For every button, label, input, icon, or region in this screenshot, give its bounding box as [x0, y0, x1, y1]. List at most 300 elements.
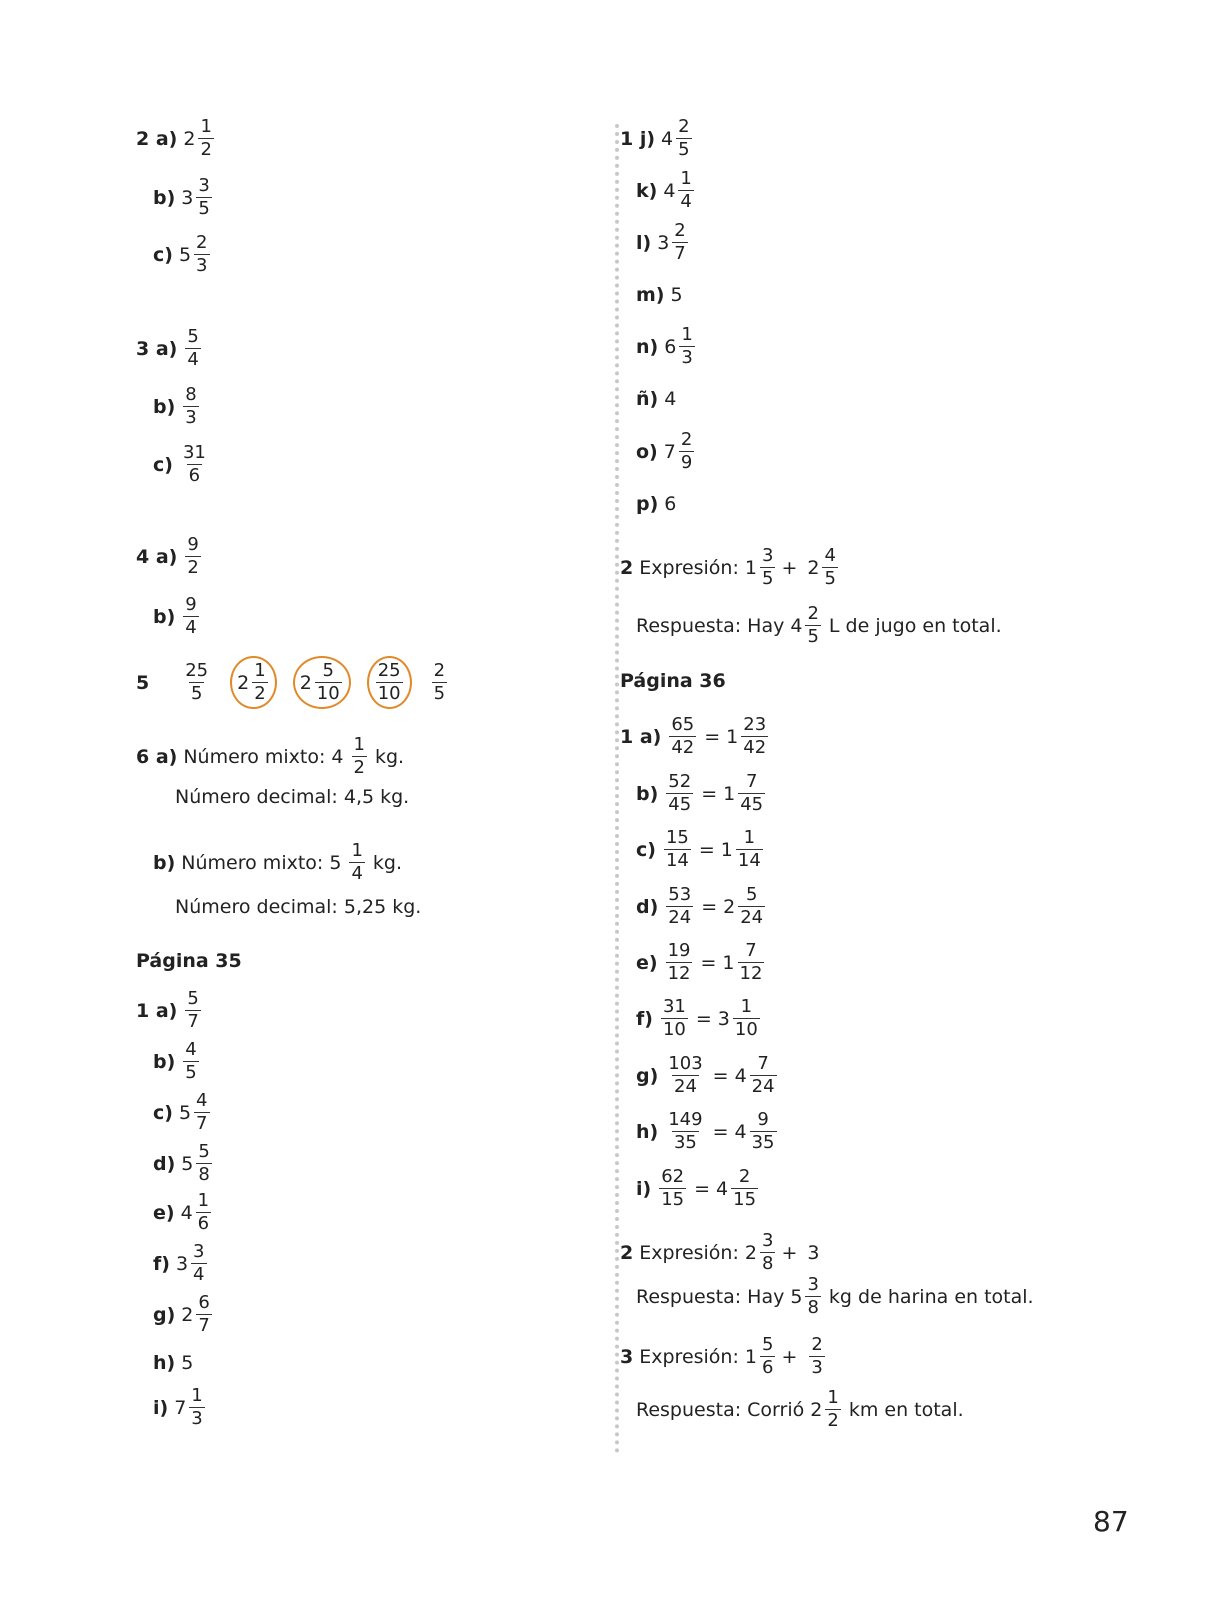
p35-answer-1d — [153, 1143, 214, 1184]
whole-number: 4 — [734, 1120, 747, 1143]
numerator: 3 — [762, 1230, 774, 1251]
answer-6a-decimal — [175, 786, 409, 808]
numerator: 5 — [745, 884, 758, 905]
fraction — [194, 234, 209, 275]
fraction — [189, 1387, 204, 1428]
p36-answer-1e — [636, 942, 766, 983]
numerator: 1 — [743, 827, 756, 848]
fraction — [760, 1232, 775, 1273]
numerator: 3 — [762, 545, 774, 566]
fraction — [349, 842, 364, 883]
item-label: c) — [636, 838, 656, 861]
whole-number: 3 — [717, 1007, 730, 1030]
denominator: 15 — [733, 1189, 757, 1210]
p36-q3-response — [636, 1389, 964, 1430]
item-label: b) — [153, 851, 176, 874]
answer-text: Número mixto: 4 — [183, 745, 344, 768]
numerator: 1 — [681, 324, 693, 345]
answer-text: kg de harina en total. — [828, 1285, 1034, 1308]
answer-3a — [136, 328, 203, 369]
denominator: 5 — [824, 568, 836, 589]
answer-6a — [136, 736, 410, 777]
p36-answer-1a — [620, 716, 770, 757]
item-label: d) — [636, 895, 659, 918]
denominator: 6 — [762, 1357, 774, 1378]
item-label: c) — [153, 453, 173, 476]
answer-text: Respuesta: Corrió 2 — [636, 1398, 823, 1421]
item-label: 2 — [620, 1241, 634, 1264]
denominator: 24 — [668, 907, 692, 928]
numerator: 65 — [671, 714, 695, 735]
denominator: 24 — [740, 907, 764, 928]
answer-text: = — [701, 782, 718, 805]
fraction — [194, 1092, 209, 1133]
numerator: 3 — [198, 175, 210, 196]
item-label: b) — [153, 395, 176, 418]
fraction — [736, 829, 763, 870]
denominator: 10 — [662, 1019, 686, 1040]
fraction — [679, 326, 694, 367]
fraction — [669, 716, 696, 757]
answer-text: kg. — [372, 851, 403, 874]
denominator: 42 — [743, 737, 767, 758]
whole-number: 1 — [720, 838, 733, 861]
numerator: 1 — [680, 168, 692, 189]
whole-number: 3 — [181, 186, 194, 209]
p36-answer-1c — [636, 829, 765, 870]
fraction — [183, 386, 198, 427]
p35-answer-1m — [636, 284, 683, 306]
fraction — [315, 662, 342, 703]
numerator: 4 — [196, 1090, 208, 1111]
item-label: l) — [636, 231, 652, 254]
fraction — [678, 170, 693, 211]
answer-text: = — [704, 725, 721, 748]
answer-4a — [136, 536, 203, 577]
item-label: d) — [153, 1152, 176, 1175]
numerator: 5 — [187, 326, 199, 347]
denominator: 5 — [433, 683, 446, 704]
fraction — [738, 942, 765, 983]
whole-number: 4 — [716, 1177, 729, 1200]
answer-5 — [136, 656, 459, 709]
denominator: 7 — [196, 1113, 208, 1134]
numerator: 5 — [187, 988, 199, 1009]
answer-text: Expresión: 1 — [639, 1345, 758, 1368]
fraction — [181, 444, 208, 485]
fraction — [760, 1336, 775, 1377]
answer-text: 5 — [181, 1352, 194, 1374]
item-label: f) — [153, 1252, 170, 1275]
item-label: g) — [636, 1064, 659, 1087]
denominator: 3 — [681, 347, 693, 368]
whole-number: 3 — [175, 1252, 189, 1275]
p36-q3-expression — [620, 1336, 827, 1377]
numerator: 1 — [351, 840, 363, 861]
p36-answer-1f — [636, 998, 762, 1039]
whole-number: 7 — [174, 1396, 187, 1419]
fraction — [252, 662, 267, 703]
whole-number: 4 — [661, 127, 674, 150]
numerator: 2 — [738, 1166, 751, 1187]
q5-option-4-circled — [367, 656, 412, 709]
item-label: h) — [636, 1120, 659, 1143]
denominator: 7 — [198, 1315, 210, 1336]
denominator: 7 — [674, 243, 686, 264]
fraction — [183, 662, 210, 703]
denominator: 42 — [671, 737, 695, 758]
fraction — [198, 118, 213, 159]
denominator: 10 — [377, 683, 401, 704]
answer-text: = — [712, 1064, 729, 1087]
numerator: 1 — [200, 116, 212, 137]
item-label: h) — [153, 1352, 176, 1374]
item-label: b) — [636, 782, 659, 805]
p36-answer-1g — [636, 1055, 779, 1096]
numerator: 1 — [191, 1385, 203, 1406]
item-label: b) — [153, 605, 176, 628]
whole-number: 7 — [663, 440, 676, 463]
fraction — [196, 1294, 211, 1335]
numerator: 4 — [824, 545, 836, 566]
numerator: 1 — [254, 660, 266, 681]
answer-text: L de jugo en total. — [828, 614, 1002, 637]
item-label: g) — [153, 1303, 176, 1326]
whole-number: 4 — [734, 1064, 747, 1087]
whole-number: 1 — [723, 782, 736, 805]
item-label: o) — [636, 440, 658, 463]
whole-number: 4 — [180, 1201, 193, 1224]
denominator: 12 — [667, 963, 691, 984]
fraction — [196, 177, 211, 218]
denominator: 24 — [674, 1076, 697, 1097]
fraction — [676, 118, 691, 159]
denominator: 14 — [737, 850, 761, 871]
numerator: 1 — [197, 1190, 210, 1211]
whole-number: 2 — [807, 556, 820, 579]
answer-text: 6 — [664, 493, 677, 515]
numerator: 5 — [322, 660, 334, 681]
item-label: b) — [153, 1050, 176, 1073]
answer-4b — [153, 596, 201, 637]
answer-text: 4 — [664, 388, 677, 410]
q5-option-3-circled: 2 $\frac{5}{10}$ — [293, 656, 351, 709]
fraction — [822, 547, 837, 588]
numerator: 62 — [661, 1166, 685, 1187]
denominator: 5 — [678, 139, 690, 160]
fraction — [666, 773, 693, 814]
numerator: 19 — [667, 940, 691, 961]
answer-text: 3 — [807, 1241, 820, 1264]
denominator: 3 — [185, 407, 197, 428]
item-label: b) — [153, 186, 176, 209]
denominator: 3 — [811, 1357, 823, 1378]
p35-answer-1n — [636, 326, 697, 367]
numerator: 5 — [198, 1141, 210, 1162]
q2-response — [636, 605, 1002, 646]
fraction — [750, 1055, 777, 1096]
answer-text: = — [694, 1177, 711, 1200]
numerator: 2 — [674, 220, 686, 241]
numerator: 149 — [668, 1109, 703, 1130]
numerator: 3 — [807, 1274, 819, 1295]
numerator: 1 — [740, 996, 753, 1017]
fraction — [659, 1168, 686, 1209]
answer-6b-decimal — [175, 896, 421, 918]
fraction — [733, 998, 760, 1039]
numerator: 4 — [185, 1039, 197, 1060]
p35-answer-1a — [136, 990, 203, 1031]
column-divider — [615, 124, 619, 1454]
denominator: 8 — [198, 1164, 210, 1185]
p35-answer-1e — [153, 1192, 213, 1233]
denominator: 4 — [680, 191, 692, 212]
item-label: p) — [636, 493, 659, 515]
fraction — [666, 1111, 704, 1152]
p35-answer-1b — [153, 1041, 201, 1082]
item-label: 5 — [136, 671, 150, 694]
item-label: e) — [636, 951, 658, 974]
answer-text: 5 — [670, 284, 683, 306]
fraction — [731, 1168, 758, 1209]
numerator: 103 — [668, 1053, 703, 1074]
fraction — [196, 1192, 211, 1233]
denominator: 9 — [680, 452, 693, 473]
numerator: 7 — [745, 771, 758, 792]
item-label: n) — [636, 335, 659, 358]
whole-number: 5 — [178, 1101, 192, 1124]
p35-answer-1k — [636, 170, 696, 211]
numerator: 9 — [185, 594, 197, 615]
whole-number: 6 — [664, 335, 677, 358]
whole-number: 1 — [722, 951, 735, 974]
denominator: 4 — [193, 1264, 205, 1285]
denominator: 15 — [661, 1189, 685, 1210]
denominator: 12 — [739, 963, 763, 984]
p35-answer-1c — [153, 1092, 212, 1133]
answer-text: = — [701, 895, 718, 918]
numerator: 1 — [353, 734, 365, 755]
p35-answer-1l — [636, 222, 690, 263]
p36-q2-response — [636, 1276, 1034, 1317]
item-label: f) — [636, 1007, 653, 1030]
section-heading-page-36: Página 36 — [620, 670, 726, 692]
denominator: 35 — [673, 1132, 697, 1153]
fraction — [666, 1055, 704, 1096]
fraction — [825, 1389, 840, 1430]
numerator: 2 — [811, 1334, 823, 1355]
answer-text: kg. — [374, 745, 405, 768]
answer-2c — [153, 234, 212, 275]
answer-text: Expresión: 2 — [639, 1241, 758, 1264]
denominator: 5 — [762, 568, 774, 589]
answer-text: Respuesta: Hay 4 — [636, 614, 803, 637]
fraction — [666, 942, 693, 983]
denominator: 5 — [198, 198, 210, 219]
numerator: 9 — [187, 534, 199, 555]
denominator: 4 — [185, 617, 197, 638]
answer-text: Número decimal: 5,25 kg. — [175, 896, 422, 918]
whole-number: 3 — [657, 231, 670, 254]
page-number: 87 — [1093, 1505, 1129, 1538]
item-label: i) — [636, 1177, 652, 1200]
fraction — [352, 736, 367, 777]
answer-2a — [136, 118, 216, 159]
p35-answer-1enye — [636, 388, 676, 410]
numerator: 7 — [745, 940, 757, 961]
denominator: 35 — [751, 1132, 775, 1153]
fraction — [196, 1143, 211, 1184]
p35-answer-1i — [153, 1387, 207, 1428]
answer-3b — [153, 386, 201, 427]
whole-number: 2 — [181, 1303, 194, 1326]
item-label: 1 j) — [620, 127, 656, 150]
numerator: 52 — [668, 771, 692, 792]
denominator: 24 — [751, 1076, 775, 1097]
fraction — [679, 431, 694, 472]
fraction — [805, 1276, 820, 1317]
denominator: 6 — [188, 465, 201, 486]
denominator: 2 — [200, 139, 212, 160]
whole-number: 2 — [183, 127, 196, 150]
denominator: 3 — [191, 1408, 203, 1429]
denominator: 2 — [353, 757, 365, 778]
numerator: 25 — [185, 660, 209, 681]
whole-number: 5 — [178, 243, 192, 266]
answer-text: km en total. — [848, 1398, 964, 1421]
answer-6b — [153, 842, 408, 883]
fraction — [185, 328, 200, 369]
item-label: e) — [153, 1201, 175, 1224]
answer-text: = — [698, 838, 715, 861]
fraction — [185, 990, 200, 1031]
numerator: 6 — [198, 1292, 210, 1313]
fraction — [805, 605, 820, 646]
denominator: 2 — [187, 557, 199, 578]
item-label: i) — [153, 1396, 169, 1419]
fraction — [672, 222, 687, 263]
fraction — [809, 1336, 824, 1377]
fraction — [661, 998, 688, 1039]
fraction — [183, 596, 198, 637]
whole-number: 4 — [663, 179, 676, 202]
whole-number: 2 — [723, 895, 736, 918]
item-label: 6 a) — [136, 745, 178, 768]
answer-text: + — [781, 1241, 798, 1264]
fraction — [183, 1041, 198, 1082]
item-label: 3 — [620, 1345, 634, 1368]
denominator: 2 — [827, 1410, 839, 1431]
p35-answer-1f — [153, 1243, 209, 1284]
answer-text: Respuesta: Hay 5 — [636, 1285, 803, 1308]
numerator: 5 — [762, 1334, 774, 1355]
fraction — [664, 829, 691, 870]
fraction — [741, 716, 768, 757]
q5-option-5 — [430, 662, 449, 703]
numerator: 31 — [182, 442, 206, 463]
p35-answer-1g — [153, 1294, 214, 1335]
answer-3c — [153, 444, 210, 485]
fraction — [738, 773, 765, 814]
numerator: 15 — [665, 827, 689, 848]
item-label: 2 a) — [136, 127, 178, 150]
denominator: 2 — [254, 683, 266, 704]
p36-answer-1i — [636, 1168, 760, 1209]
answer-text: Expresión: 1 — [639, 556, 758, 579]
p36-q2-expression — [620, 1232, 819, 1273]
denominator: 10 — [316, 683, 340, 704]
answer-text: Número mixto: 5 — [181, 851, 342, 874]
denominator: 8 — [807, 1297, 819, 1318]
answer-text: = — [700, 951, 717, 974]
item-label: k) — [636, 179, 658, 202]
item-label: 4 a) — [136, 545, 178, 568]
answer-text: + — [781, 1345, 798, 1368]
denominator: 3 — [196, 255, 208, 276]
item-label: c) — [153, 1101, 173, 1124]
denominator: 6 — [197, 1213, 210, 1234]
numerator: 1 — [827, 1387, 839, 1408]
p35-answer-1h — [153, 1352, 193, 1374]
denominator: 5 — [807, 626, 819, 647]
p36-answer-1b — [636, 773, 767, 814]
denominator: 5 — [185, 1062, 197, 1083]
denominator: 4 — [187, 349, 199, 370]
numerator: 8 — [185, 384, 197, 405]
numerator: 9 — [757, 1109, 769, 1130]
answer-2b — [153, 177, 214, 218]
p35-answer-1o — [636, 431, 696, 472]
answer-text: = — [712, 1120, 729, 1143]
item-label: ñ) — [636, 388, 659, 410]
fraction — [376, 662, 403, 703]
section-heading-page-35: Página 35 — [136, 950, 242, 972]
item-label: 1 a) — [136, 999, 178, 1022]
numerator: 2 — [807, 603, 819, 624]
numerator: 2 — [433, 660, 446, 681]
fraction — [738, 886, 765, 927]
denominator: 10 — [734, 1019, 758, 1040]
numerator: 3 — [193, 1241, 205, 1262]
denominator: 7 — [187, 1011, 199, 1032]
denominator: 4 — [351, 863, 363, 884]
item-label: c) — [153, 243, 173, 266]
numerator: 23 — [743, 714, 767, 735]
answer-text: + — [781, 556, 798, 579]
p35-answer-1p — [636, 493, 676, 515]
fraction — [666, 886, 693, 927]
q5-option-2-circled: 2 $\frac{1}{2}$ — [230, 656, 277, 709]
denominator: 8 — [762, 1253, 774, 1274]
denominator: 45 — [740, 794, 764, 815]
numerator: 2 — [678, 116, 690, 137]
denominator: 14 — [665, 850, 689, 871]
p35-answer-1j — [620, 118, 694, 159]
fraction — [432, 662, 447, 703]
item-label: 3 a) — [136, 337, 178, 360]
denominator: 45 — [668, 794, 692, 815]
p36-answer-1d — [636, 886, 767, 927]
item-label: m) — [636, 284, 665, 306]
whole-number: 1 — [726, 725, 739, 748]
answer-text: = — [695, 1007, 712, 1030]
q2-expression — [620, 547, 840, 588]
numerator: 2 — [680, 429, 693, 450]
q5-option-1 — [181, 662, 212, 703]
numerator: 2 — [196, 232, 208, 253]
numerator: 53 — [668, 884, 692, 905]
fraction — [760, 547, 775, 588]
